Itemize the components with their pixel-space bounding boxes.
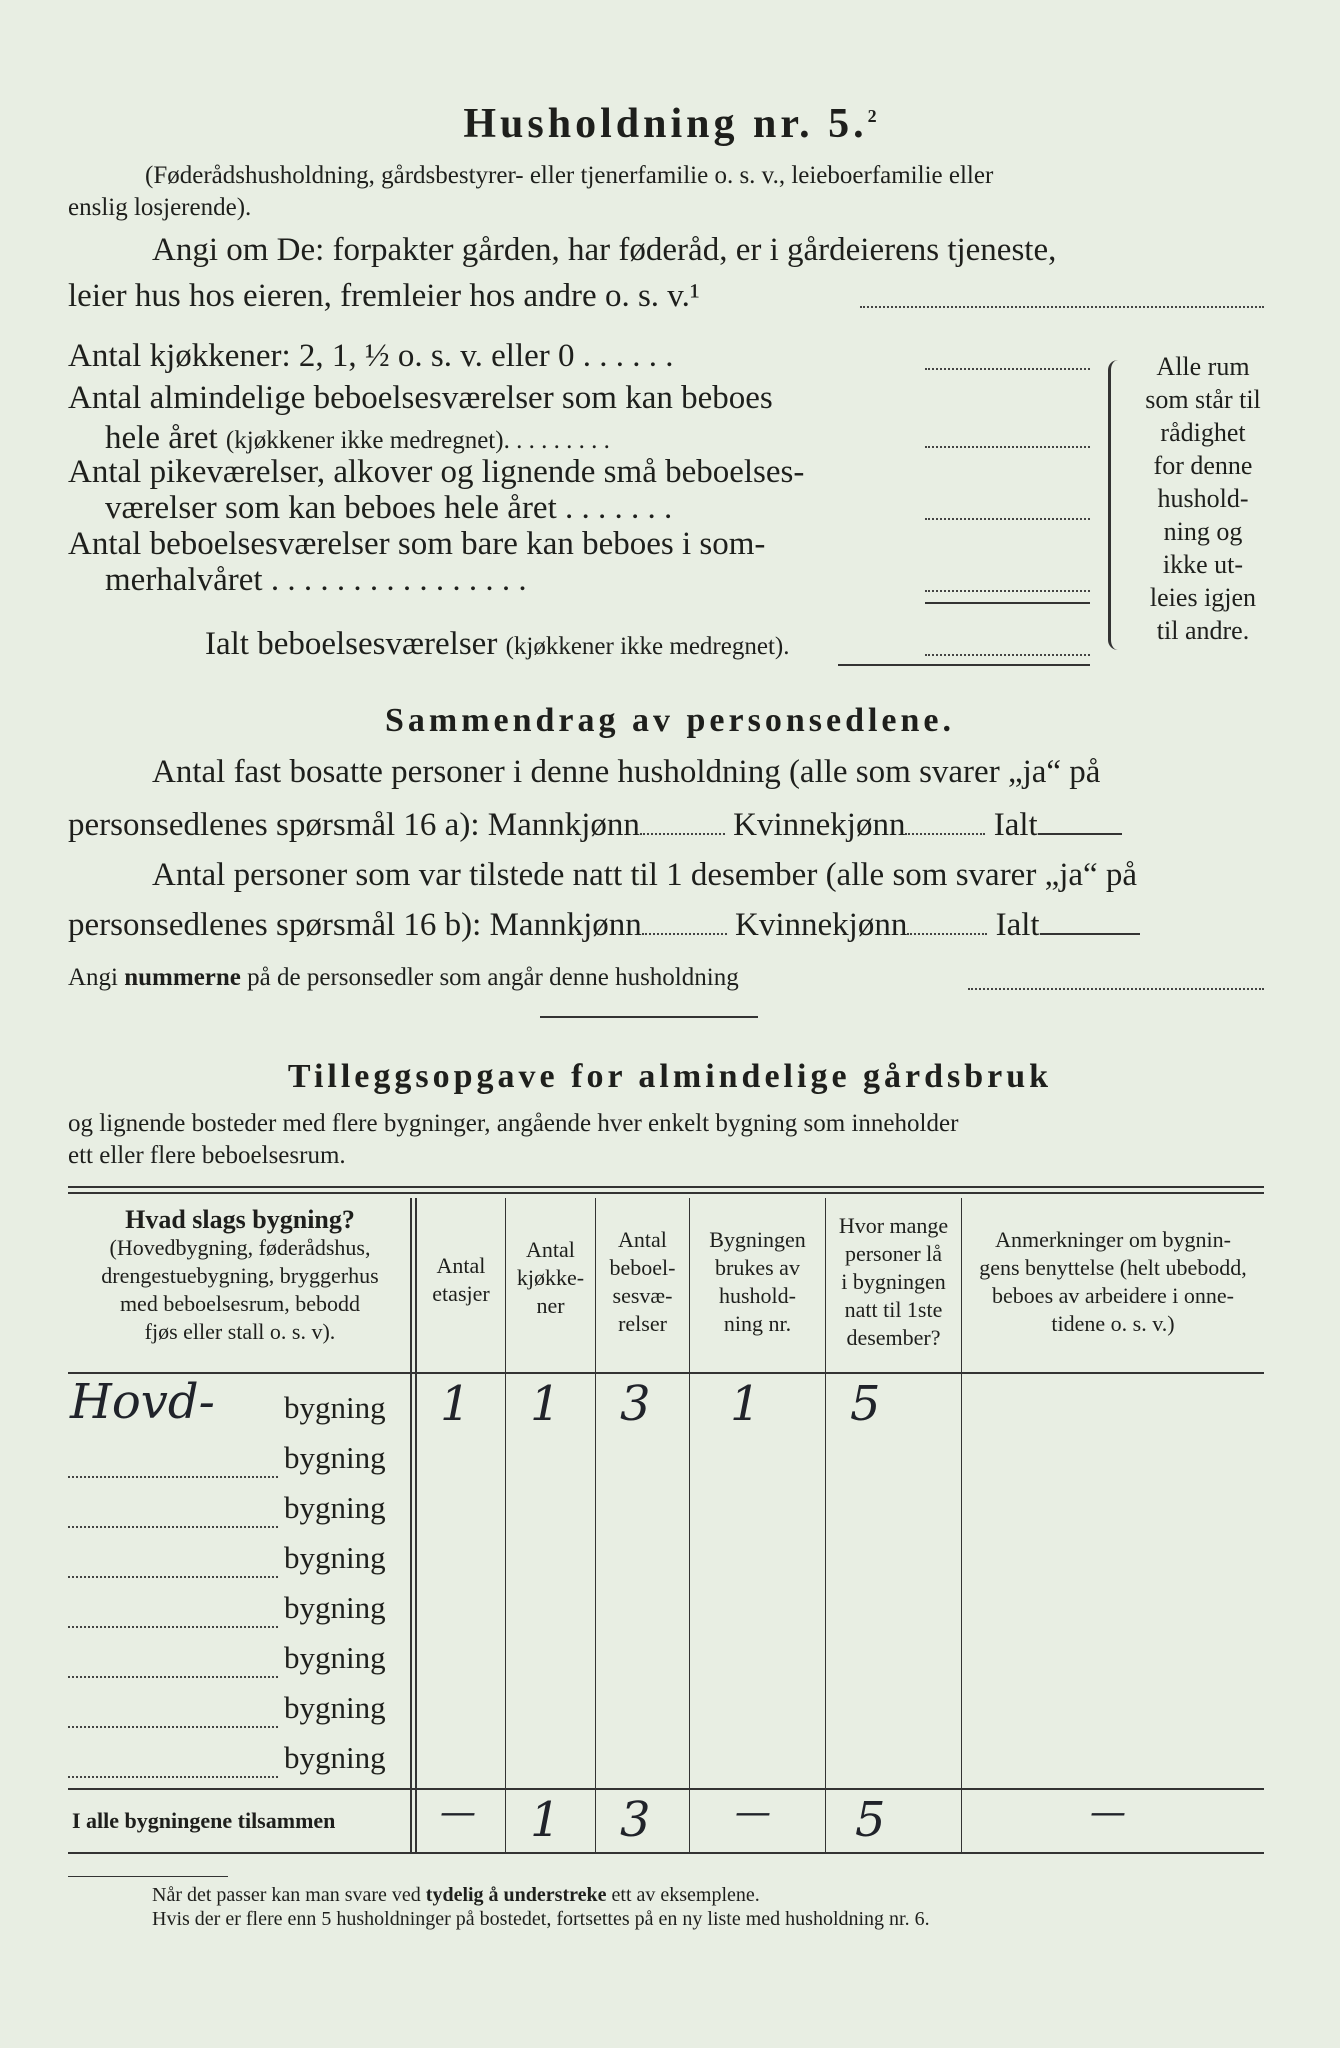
table-total-rule [68, 1788, 1264, 1790]
building-label: bygning [284, 1640, 386, 1675]
handwritten-rooms: 3 [620, 1376, 651, 1432]
row-dotline[interactable] [68, 1626, 278, 1628]
total-household-no: — [735, 1792, 771, 1833]
maid-rooms-line2: værelser som kan beboes hele året . . . . . . . [105, 490, 673, 526]
angi-om-line2: leier hus hos eieren, fremleier hos andre o. s. v.¹ [68, 278, 700, 314]
maid-rooms-field[interactable] [925, 518, 1090, 520]
row-dotline[interactable] [68, 1676, 278, 1678]
total-kitchens: 1 [530, 1792, 561, 1848]
building-label: bygning [284, 1540, 386, 1575]
total-row-label: I alle bygningene tilsammen [72, 1808, 336, 1833]
numbers-field[interactable] [968, 988, 1264, 990]
resident-line2: personsedlenes spørsmål 16 a): Mannkjønn Kvinnekjønn Ialt [68, 805, 1122, 845]
header-kitchens: Antal kjøkke- ner [516, 1237, 585, 1318]
footnote-rule [68, 1876, 228, 1877]
ordinary-rooms-line2: hele året (kjøkkener ikke medregnet). . . . . . . . . [105, 420, 610, 456]
summary-heading: Sammendrag av personsedlene. [384, 702, 956, 739]
header-remarks: Anmerkninger om bygnin- gens benyttelse (helt ubebodd, beboes av arbeidere i onne- tidene o. s. v.) [979, 1227, 1247, 1336]
household-subtitle-line1: (Føderådshusholdning, gårdsbestyrer- eller tjenerfamilie o. s. v., leieboerfamilie eller [145, 162, 994, 189]
footnote-1: Når det passer kan man svare ved tydelig å understreke ett av eksemplene. [152, 1884, 760, 1906]
household-subtitle-line2: enslig losjerende). [68, 194, 252, 221]
numbers-line: Angi nummerne på de personsedler som angår denne husholdning [68, 964, 739, 991]
table-bottom-rule [68, 1852, 1264, 1854]
rooms-brace [1108, 360, 1125, 650]
summer-rooms-underline [925, 602, 1090, 604]
total-persons: 5 [855, 1792, 886, 1848]
row-dotline[interactable] [68, 1726, 278, 1728]
header-household-no: Bygningen brukes av hushold- ning nr. [709, 1227, 806, 1336]
present-line1: Antal personer som var tilstede natt til 1 desember (alle som svarer „ja“ på [152, 857, 1138, 893]
row-dotline[interactable] [68, 1776, 278, 1778]
footnote-2: Hvis der er flere enn 5 husholdninger på bostedet, fortsettes på en ny liste med husholdning nr. 6. [152, 1908, 930, 1930]
building-label: bygning [284, 1590, 386, 1625]
angi-om-line1: Angi om De: forpakter gården, har føderåd, er i gårdeierens tjeneste, [152, 232, 1057, 268]
table-top-rule [68, 1186, 1264, 1188]
summer-rooms-field[interactable] [925, 590, 1090, 592]
building-label: bygning [284, 1740, 386, 1775]
summer-rooms-line1: Antal beboelsesværelser som bare kan beboes i som- [68, 526, 766, 562]
household-title: Husholdning nr. 5.$^2$ [463, 101, 877, 147]
total-rooms-label: Ialt beboelsesværelser (kjøkkener ikke medregnet). [205, 626, 790, 662]
header-floors: Antal etasjer [432, 1253, 490, 1306]
maid-rooms-line1: Antal pikeværelser, alkover og lignende små beboelses- [68, 454, 805, 490]
present-line2: personsedlenes spørsmål 16 b): Mannkjønn Kvinnekjønn Ialt [68, 905, 1140, 945]
supplement-heading: Tilleggsopgave for almindelige gårdsbruk [287, 1058, 1053, 1095]
ordinary-rooms-field[interactable] [925, 446, 1090, 448]
supplement-intro-line1: og lignende bosteder med flere bygninger, angående hver enkelt bygning som inneholder [68, 1110, 959, 1137]
section-divider [540, 1016, 758, 1018]
total-rooms-field[interactable] [925, 654, 1090, 656]
header-rooms: Antal beboel- sesvæ- relser [609, 1227, 676, 1336]
building-rows [0, 1374, 1340, 1780]
header-building-type: Hvad slags bygning? (Hovedbygning, føderådshus, drengestuebygning, bryggerhus med beboelsesrum, bebodd fjøs eller stall o. s. v). [101, 1205, 379, 1344]
kitchens-label: Antal kjøkkener: 2, 1, ½ o. s. v. eller 0 . . . . . . [68, 338, 674, 374]
row-dotline[interactable] [68, 1476, 278, 1478]
kitchens-field[interactable] [925, 368, 1090, 370]
summer-rooms-line2: merhalvåret . . . . . . . . . . . . . . . . [105, 562, 527, 598]
building-label: bygning [284, 1390, 386, 1425]
building-label: bygning [284, 1490, 386, 1525]
total-floors: — [440, 1792, 476, 1833]
building-label: bygning [284, 1440, 386, 1475]
handwritten-persons: 5 [850, 1376, 881, 1432]
supplement-intro-line2: ett eller flere beboelsesrum. [68, 1142, 346, 1169]
handwritten-kitchens: 1 [530, 1376, 561, 1432]
total-remarks: — [1090, 1792, 1126, 1833]
handwritten-household-no: 1 [730, 1376, 761, 1432]
ordinary-rooms-line1: Antal almindelige beboelsesværelser som kan beboes [68, 380, 773, 416]
handwritten-floors: 1 [440, 1376, 471, 1432]
row-dotline[interactable] [68, 1576, 278, 1578]
header-persons: Hvor mange personer lå i bygningen natt til 1ste desember? [838, 1213, 949, 1350]
row-dotline[interactable] [68, 1526, 278, 1528]
rooms-note: Alle rum som står til rådighet for denne hushold- ning og ikke ut- leies igjen til andre. [1145, 352, 1261, 645]
total-rooms-underline [838, 664, 1090, 666]
table-header-rule [68, 1372, 1264, 1374]
total-rooms: 3 [620, 1792, 651, 1848]
resident-line1: Antal fast bosatte personer i denne husholdning (alle som svarer „ja“ på [152, 754, 1101, 790]
handwritten-building-kind: Hovd- [70, 1374, 215, 1430]
building-label: bygning [284, 1690, 386, 1725]
table-top-rule-2 [68, 1192, 1264, 1194]
angi-om-answer-line[interactable] [860, 306, 1264, 308]
